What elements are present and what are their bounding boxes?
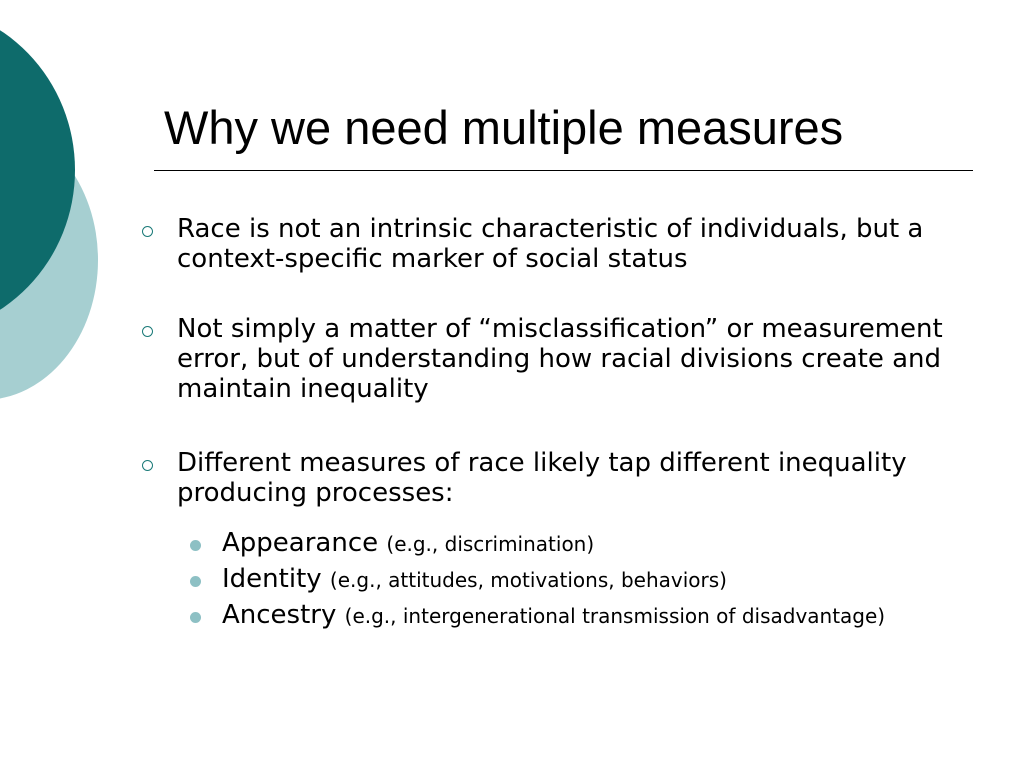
bullet-text: Different measures of race likely tap different inequality producing processes: xyxy=(177,448,907,508)
slide-title: Why we need multiple measures xyxy=(164,101,844,154)
bullet-list xyxy=(136,214,1006,638)
title-divider xyxy=(154,170,973,171)
hollow-circle-bullet-icon xyxy=(142,226,153,237)
sub-bullet-term: Ancestry xyxy=(222,600,337,630)
sub-bullet-item xyxy=(136,566,1006,593)
filled-dot-bullet-icon xyxy=(190,540,201,551)
sub-bullet-example: (e.g., attitudes, motivations, behaviors) xyxy=(329,568,727,592)
hollow-circle-bullet-icon xyxy=(142,460,153,471)
sub-bullet-item xyxy=(136,530,1006,557)
bullet-text: Race is not an intrinsic characteristic of individuals, but a context-specific marker of social status xyxy=(177,214,924,274)
sub-bullet-term: Identity xyxy=(222,564,322,594)
sub-bullet-item xyxy=(136,602,1006,629)
bullet-item xyxy=(136,314,1006,404)
sub-bullet-example: (e.g., intergenerational transmission of disadvantage) xyxy=(344,604,886,628)
bullet-text: Not simply a matter of “misclassification” or measurement error, but of understanding how racial divisions create and maintain inequality xyxy=(177,314,943,404)
bullet-item xyxy=(136,214,1006,274)
sub-bullet-example: (e.g., discrimination) xyxy=(386,532,595,556)
hollow-circle-bullet-icon xyxy=(142,326,153,337)
bullet-item xyxy=(136,448,1006,629)
sub-bullet-term: Appearance xyxy=(222,528,379,558)
filled-dot-bullet-icon xyxy=(190,576,201,587)
sub-bullet-list xyxy=(136,530,1006,629)
filled-dot-bullet-icon xyxy=(190,612,201,623)
